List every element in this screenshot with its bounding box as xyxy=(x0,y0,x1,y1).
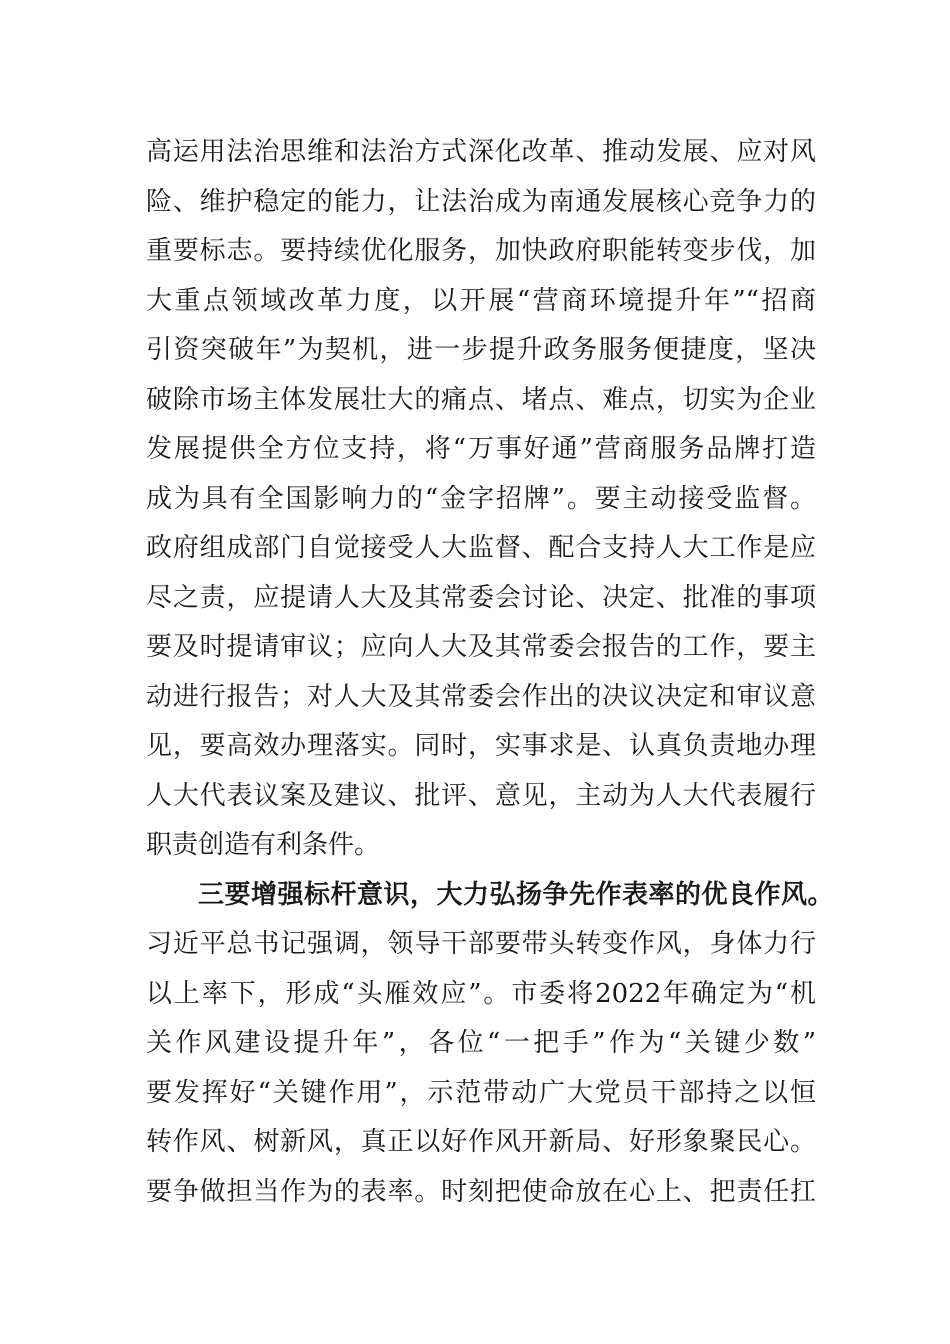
section-heading: 三要增强标杆意识，大力弘扬争先作表率的优良作风。 xyxy=(198,879,835,910)
body-line: 习近平总书记强调，领导干部要带头转变作风，身体力行 xyxy=(146,929,816,959)
body-line: 高运用法治思维和法治方式深化改革、推动发展、应对风 xyxy=(146,137,816,167)
body-line: 破除市场主体发展壮大的痛点、堵点、难点，切实为企业 xyxy=(146,384,816,415)
body-line: 政府组成部门自觉接受人大监督、配合支持人大工作是应 xyxy=(146,533,816,563)
body-line: 要争做担当作为的表率。时刻把使命放在心上、把责任扛 xyxy=(146,1176,816,1207)
body-line: 转作风、树新风，真正以好作风开新局、好形象聚民心。 xyxy=(146,1127,816,1157)
body-line: 人大代表议案及建议、批评、意见，主动为人大代表履行 xyxy=(146,780,816,811)
body-line: 见，要高效办理落实。同时，实事求是、认真负责地办理 xyxy=(146,731,816,761)
body-line: 成为具有全国影响力的“金字招牌”。要主动接受监督。 xyxy=(146,483,816,514)
body-line: 发展提供全方位支持，将“万事好通”营商服务品牌打造 xyxy=(146,434,816,464)
body-line: 大重点领域改革力度，以开展“营商环境提升年”“招商 xyxy=(146,285,816,316)
body-line: 要发挥好“关键作用”，示范带动广大党员干部持之以恒 xyxy=(146,1077,816,1108)
body-line: 重要标志。要持续优化服务，加快政府职能转变步伐，加 xyxy=(146,236,816,266)
body-line: 要及时提请审议；应向人大及其常委会报告的工作，要主 xyxy=(146,632,816,662)
document-body xyxy=(146,128,835,1217)
body-line: 以上率下，形成“头雁效应”。市委将2022年确定为“机 xyxy=(146,978,816,1009)
body-line: 尽之责，应提请人大及其常委会讨论、决定、批准的事项 xyxy=(146,582,816,613)
body-line: 职责创造有利条件。 xyxy=(146,830,381,860)
body-line: 引资突破年”为契机，进一步提升政务服务便捷度，坚决 xyxy=(146,335,816,365)
body-line: 险、维护稳定的能力，让法治成为南通发展核心竞争力的 xyxy=(146,186,816,217)
body-line: 动进行报告；对人大及其常委会作出的决议决定和审议意 xyxy=(146,681,816,712)
body-line: 关作风建设提升年”，各位“一把手”作为“关键少数” xyxy=(146,1028,816,1058)
